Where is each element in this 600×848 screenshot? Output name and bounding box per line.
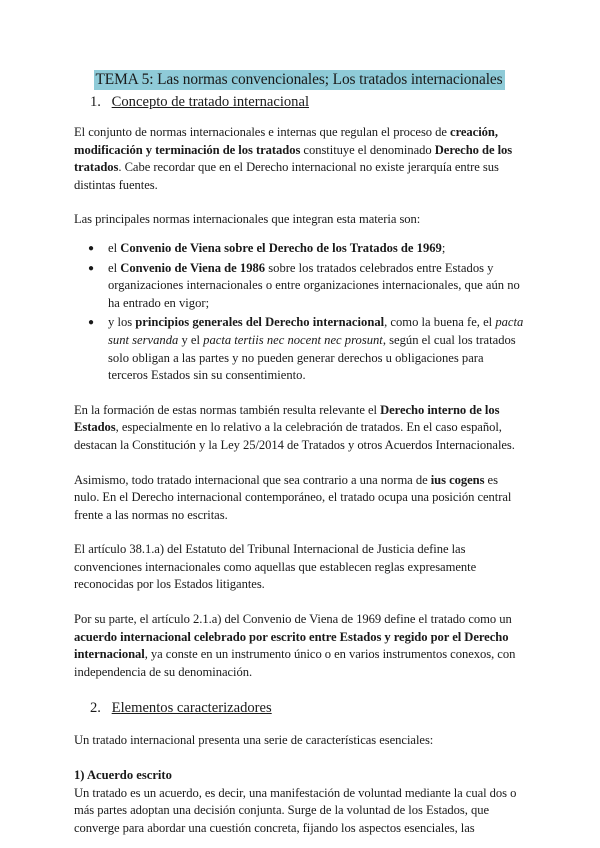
text-run: , como la buena fe, el bbox=[384, 315, 496, 330]
text-run: ; bbox=[441, 240, 446, 255]
text-run: Por su parte, el artículo 2.1.a) del Convenio de Viena de 1969 define el tratado como un bbox=[74, 612, 512, 627]
section-number: 1. bbox=[90, 94, 101, 110]
paragraph-3 bbox=[74, 402, 524, 455]
text-run: es nulo. En el Derecho internacional contemporáneo, el tratado ocupa una posición central frente a las normas no escritas. bbox=[74, 472, 512, 522]
bold-run: Convenio de Viena de 1986 bbox=[120, 260, 266, 275]
text-run: y el bbox=[178, 332, 204, 347]
text-run: , según el cual los tratados solo obligan a las partes y no pueden generar derechos u obligaciones para terceros Estados sin su consentimiento. bbox=[108, 332, 516, 383]
bold-run: Derecho de los tratados bbox=[74, 142, 513, 175]
section-label: Elementos caracterizadores bbox=[111, 700, 272, 717]
bold-run: Convenio de Viena sobre el Derecho de los Tratados de 1969 bbox=[120, 240, 442, 255]
text-run: constituye el denominado bbox=[300, 142, 435, 157]
section-heading-2 bbox=[90, 698, 524, 718]
paragraph-4 bbox=[74, 472, 524, 525]
text-run: el bbox=[108, 240, 121, 255]
title-container bbox=[74, 70, 524, 90]
text-run: Asimismo, todo tratado internacional que sea contrario a una norma de bbox=[74, 472, 431, 487]
section-heading-1 bbox=[90, 92, 524, 112]
paragraph-1 bbox=[74, 124, 524, 194]
bold-run: creación, modificación y terminación de los tratados bbox=[74, 125, 498, 157]
bold-run: principios generales del Derecho internacional bbox=[135, 315, 385, 330]
text-run: el bbox=[108, 260, 121, 275]
list-item bbox=[88, 240, 524, 258]
bold-run: Derecho interno de los Estados bbox=[74, 402, 500, 435]
list-item bbox=[88, 260, 524, 313]
paragraph-2: Las principales normas internacionales que integran esta materia son: bbox=[74, 212, 421, 227]
norms-list bbox=[74, 240, 524, 385]
bullet-icon: ● bbox=[88, 242, 95, 254]
italic-run: pacta sunt servanda bbox=[108, 315, 524, 347]
bold-run: ius cogens bbox=[430, 472, 485, 487]
section-number: 2. bbox=[90, 700, 101, 717]
text-run: , especialmente en lo relativo a la celebración de tratados. En el caso español, destacan la Constitución y la Ley 25/2014 de Tratados y otros Acuerdos Internacionales. bbox=[74, 420, 515, 452]
paragraph-6 bbox=[74, 611, 524, 681]
paragraph-7: Un tratado internacional presenta una serie de características esenciales: bbox=[74, 733, 434, 748]
paragraph-8: Un tratado es un acuerdo, es decir, una manifestación de voluntad mediante la cual dos o más partes adoptan una decisión conjunta. Surge de la voluntad de los Estados, que converge para abordar una cuestión concreta, fijando los aspectos esenciales, las bbox=[74, 785, 517, 835]
text-run: , ya conste en un instrumento único o en varios instrumentos conexos, con independencia de su denominación. bbox=[74, 647, 516, 679]
bullet-icon: ● bbox=[88, 262, 95, 274]
document-title: TEMA 5: Las normas convencionales; Los tratados internacionales bbox=[95, 71, 503, 88]
italic-run: pacta tertiis nec nocent nec prosunt bbox=[203, 332, 383, 347]
bold-run: acuerdo internacional celebrado por escrito entre Estados y regido por el Derecho internacional bbox=[74, 629, 509, 662]
text-run: y los bbox=[108, 315, 136, 330]
subheading-acuerdo-escrito: 1) Acuerdo escrito bbox=[74, 768, 172, 783]
paragraph-5: El artículo 38.1.a) del Estatuto del Tribunal Internacional de Justicia define las convenciones internacionales como aquellas que establecen reglas expresamente reconocidas por los Estados litigantes. bbox=[74, 542, 477, 592]
list-item bbox=[88, 314, 524, 384]
text-run: El conjunto de normas internacionales e internas que regulan el proceso de bbox=[74, 125, 451, 139]
text-run: En la formación de estas normas también resulta relevante el bbox=[74, 402, 381, 417]
text-run: . Cabe recordar que en el Derecho internacional no existe jerarquía entre sus distintas fuentes. bbox=[74, 160, 499, 192]
section-label: Concepto de tratado internacional bbox=[111, 94, 309, 110]
bullet-icon: ● bbox=[88, 317, 95, 329]
text-run: sobre los tratados celebrados entre Estados y organizaciones internacionales o entre organizaciones internacionales, que aún no ha entrado en vigor; bbox=[108, 260, 520, 310]
